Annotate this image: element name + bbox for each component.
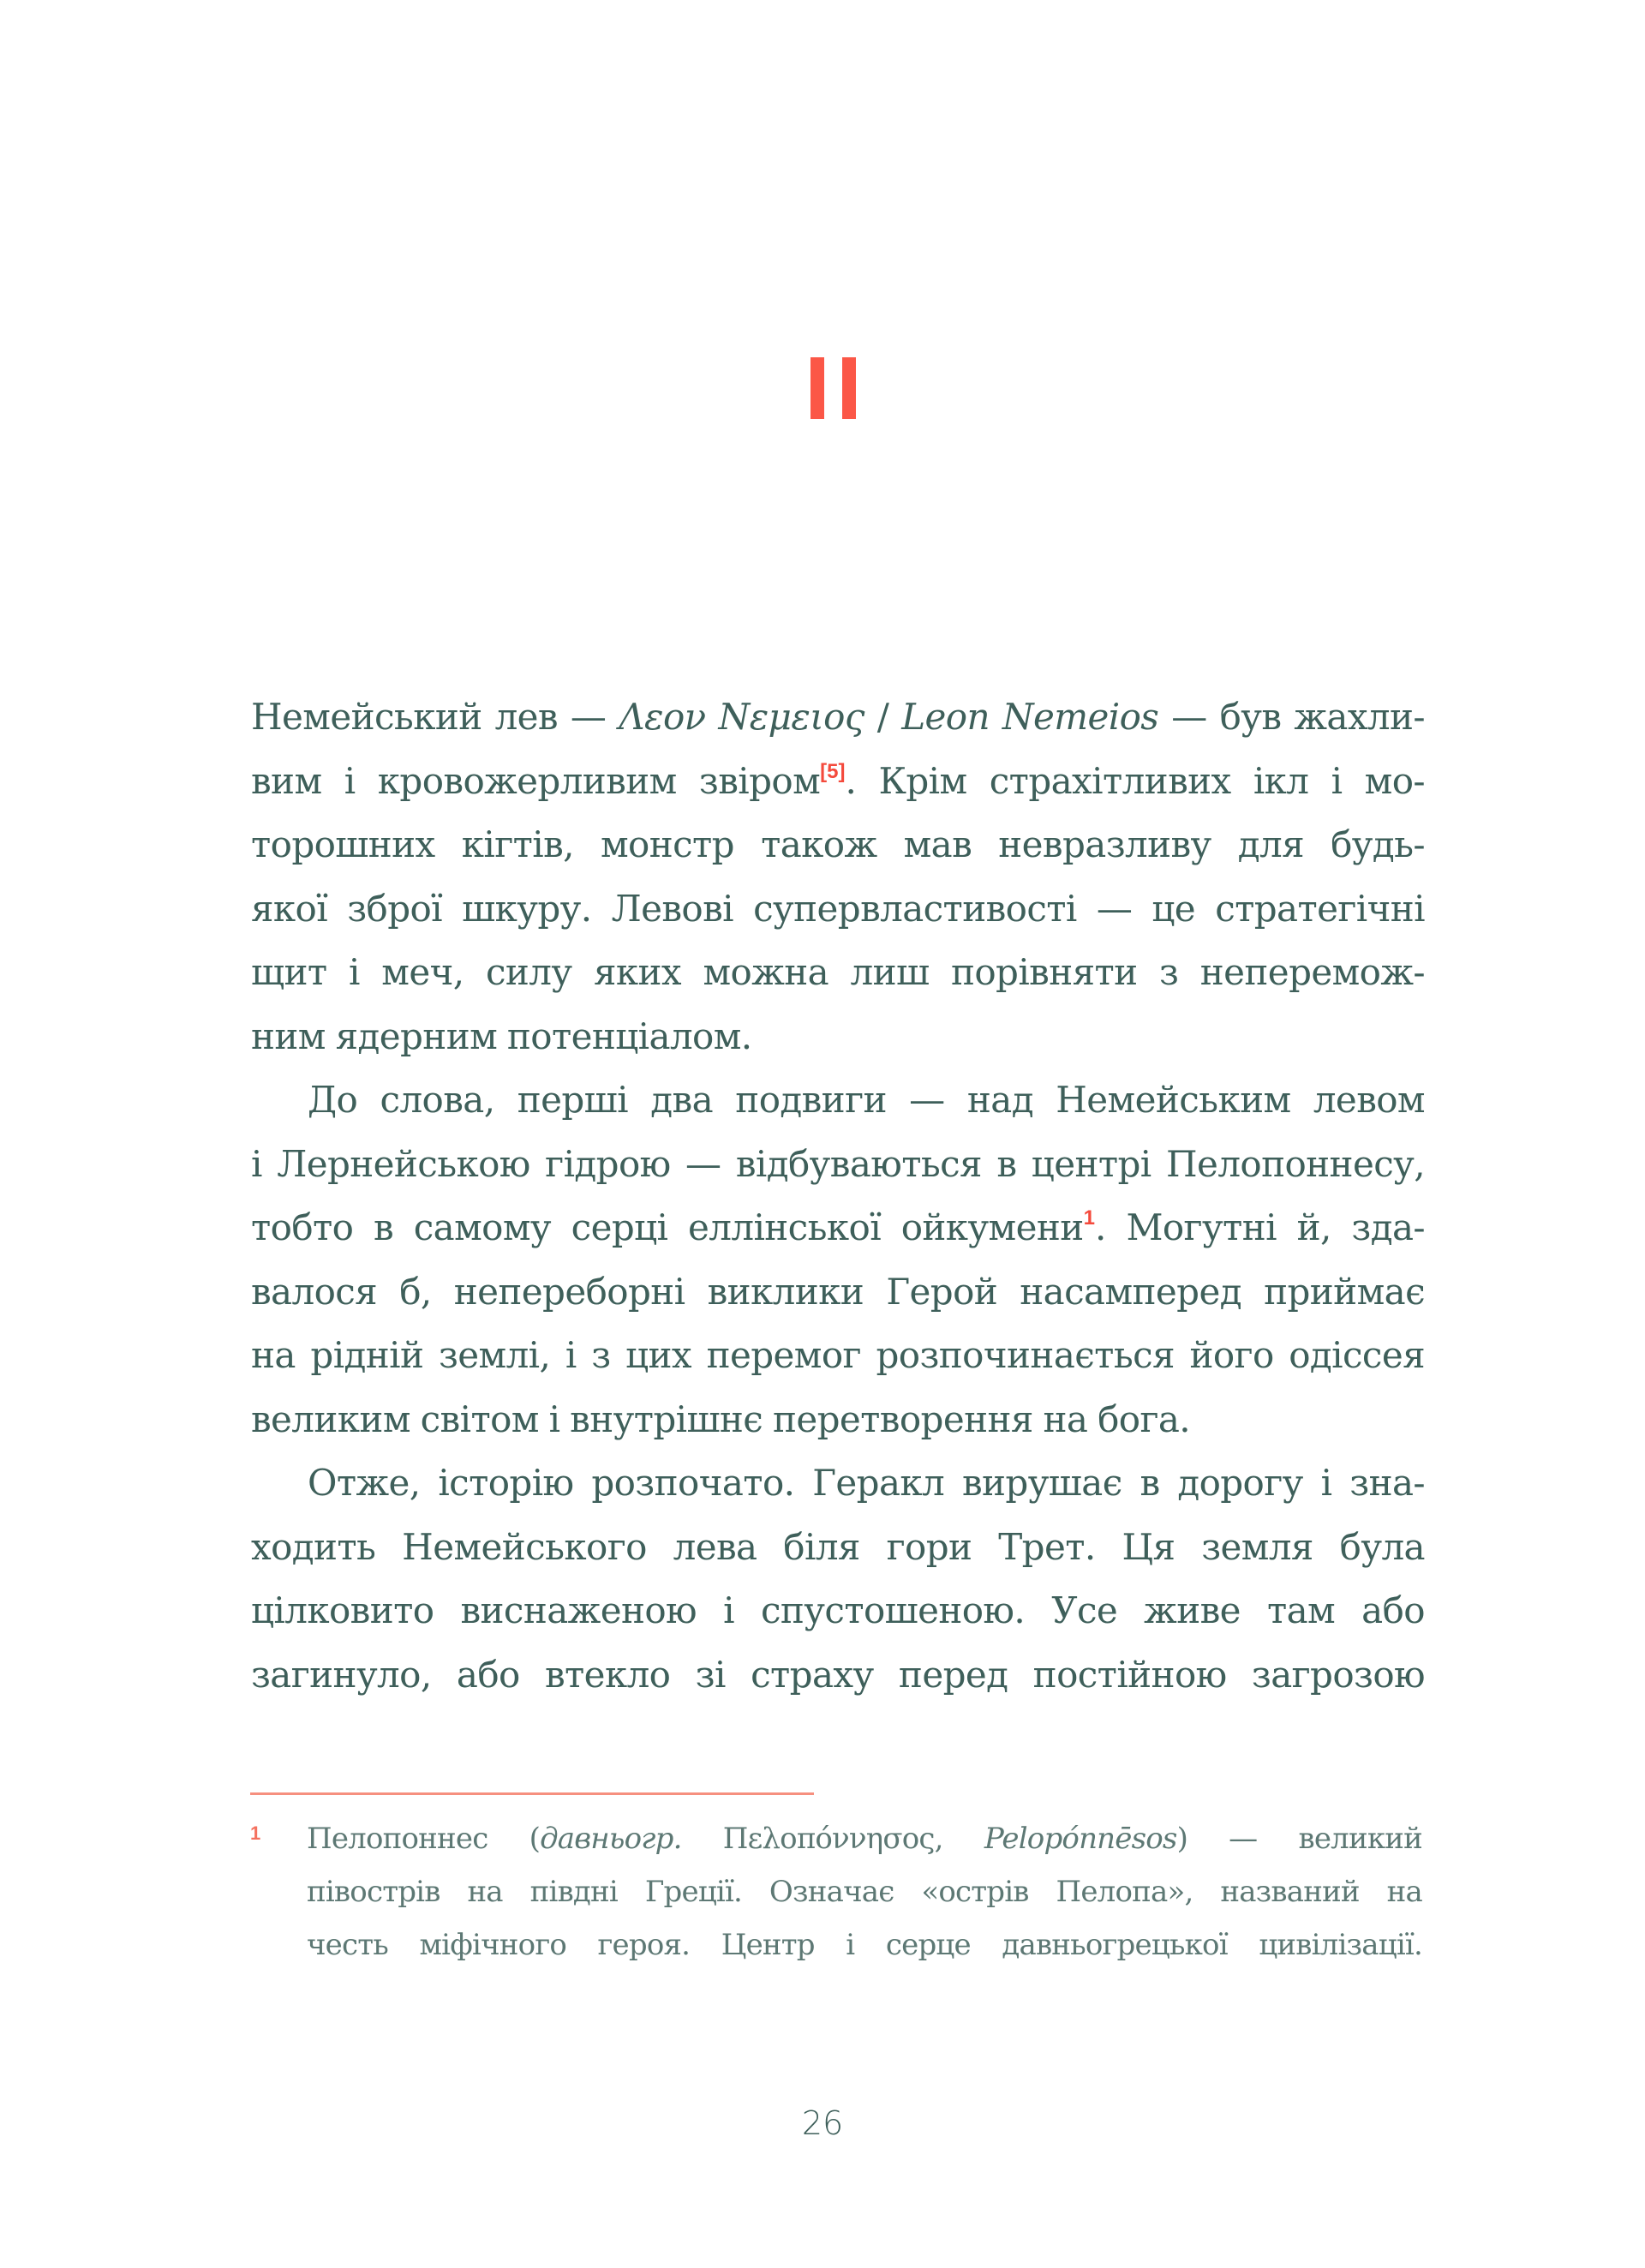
text-line: Пелопоннес (давньогр. Πελοπόννησος, Pelopónnēsos) — великий xyxy=(307,1822,1422,1856)
text-line: торошних кігтів, монстр також мав невразливу для будь- xyxy=(251,823,1425,865)
paragraph xyxy=(251,1451,1425,1707)
text-line: Немейський лев — Λεον Νεμειος / Leon Nemeios — був жахли- xyxy=(251,696,1426,738)
paragraph xyxy=(251,685,1425,1068)
footnote-text xyxy=(307,1812,1422,1972)
footnote-reference[interactable]: 1 xyxy=(1083,1206,1096,1230)
italic-term: Λεον Νεμειος xyxy=(619,696,864,738)
italic-term: давньогр. xyxy=(540,1822,682,1856)
text-line: честь міфічного героя. Центр і серце давньогрецької цивілізації. xyxy=(307,1928,1422,1962)
italic-term: Pelopónnēsos xyxy=(984,1822,1177,1856)
body-text xyxy=(251,685,1425,1707)
text-line: валося б, непереборні виклики Герой насамперед приймає xyxy=(251,1270,1425,1313)
chapter-numeral-stroke xyxy=(811,357,824,419)
text-line: тобто в самому серці еллінської ойкумени$^1$. Могутні й, зда- xyxy=(251,1206,1425,1248)
page-number: 26 xyxy=(801,2104,844,2142)
text-line: Отже, історію розпочато. Геракл вирушає в дорогу і зна- xyxy=(308,1462,1425,1504)
text-line: цілковито виснаженою і спустошеною. Усе живе там або xyxy=(251,1589,1425,1631)
chapter-numeral-stroke xyxy=(842,357,856,419)
text-line: вим і кровожерливим звіром[5]. Крім страхітливих ікл і мо- xyxy=(251,759,1425,802)
italic-term: Leon Nemeios xyxy=(901,696,1159,738)
text-line: якої зброї шкуру. Левові супервластивості — це стратегічні xyxy=(251,887,1425,930)
text-line: півострів на півдні Греції. Означає «острів Пелопа», названий на xyxy=(307,1875,1422,1909)
text-line: ним ядерним потенціалом. xyxy=(251,1014,752,1057)
footnote-reference[interactable]: [5] xyxy=(820,759,846,783)
footnote-marker: 1 xyxy=(250,1822,261,1844)
footnote-divider xyxy=(250,1792,814,1795)
text-line: загинуло, або втекло зі страху перед постійною загрозою xyxy=(251,1653,1425,1696)
text-line: і Лернейською гідрою — відбуваються в центрі Пелопоннесу, xyxy=(251,1142,1425,1185)
paragraph xyxy=(251,1068,1425,1451)
text-line: До слова, перші два подвиги — над Немейським левом xyxy=(308,1079,1425,1121)
text-line: на рідній землі, і з цих перемог розпочинається його одіссея xyxy=(251,1334,1425,1376)
text-line: ходить Немейського лева біля гори Трет. Ця земля була xyxy=(251,1525,1425,1568)
chapter-number-roman-ii xyxy=(805,357,862,420)
text-line: великим світом і внутрішнє перетворення на бога. xyxy=(251,1397,1191,1440)
text-line: щит і меч, силу яких можна лиш порівняти з неперемож- xyxy=(251,951,1425,993)
